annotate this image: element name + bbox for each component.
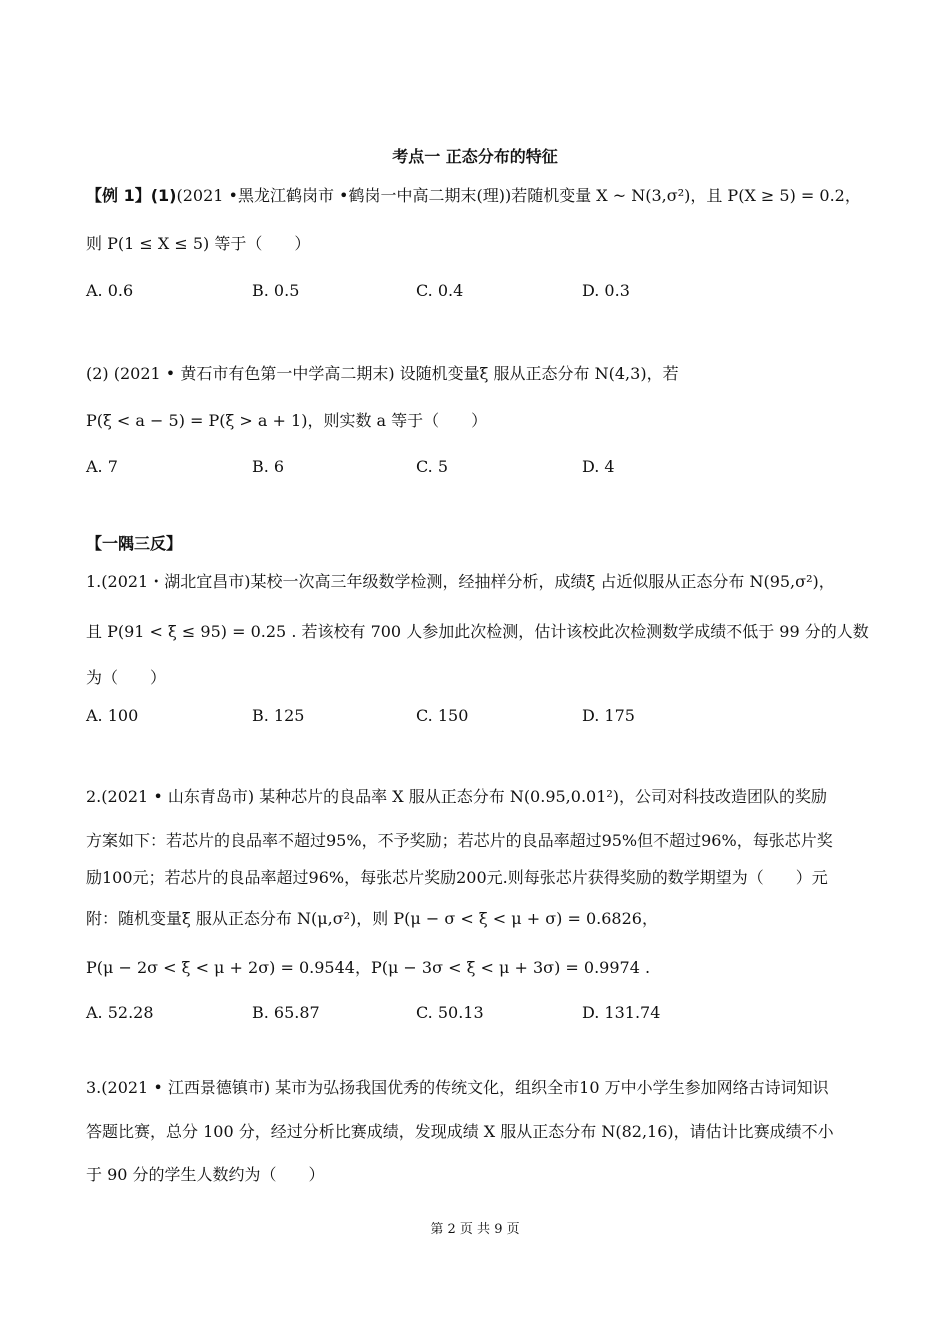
section-title: 考点一 正态分布的特征 (392, 147, 558, 166)
option-c: C. 0.4 (416, 281, 464, 300)
example1-line1 (86, 184, 870, 208)
problem3-line3: 于 90 分的学生人数约为（ ） (86, 1165, 325, 1184)
problem2-line4: 附：随机变量ξ 服从正态分布 N(μ,σ²)，则 P(μ − σ < ξ < μ + σ) = 0.6826， (86, 909, 658, 928)
option-b: B. 6 (252, 457, 285, 476)
option-a: A. 0.6 (86, 281, 134, 300)
practice-heading: 【一隅三反】 (86, 534, 183, 553)
option-d: D. 4 (582, 457, 615, 476)
problem2-line2: 方案如下：若芯片的良品率不超过95%，不予奖励；若芯片的良品率超过95%但不超过96%，每张芯片奖 (86, 831, 833, 850)
option-a: A. 52.28 (86, 1003, 154, 1022)
problem1-line3: 为（ ） (86, 668, 167, 687)
page-footer: 第 2 页 共 9 页 (430, 1222, 520, 1237)
problem1-line2: 且 P(91 < ξ ≤ 95) = 0.25 . 若该校有 700 人参加此次检测，估计该校此次检测数学成绩不低于 99 分的人数 (86, 622, 869, 641)
option-c: C. 5 (416, 457, 449, 476)
option-b: B. 65.87 (252, 1003, 320, 1022)
example1-label: 【例 1】(1) (86, 186, 177, 205)
problem2-line3: 励100元；若芯片的良品率超过96%，每张芯片奖励200元.则每张芯片获得奖励的数学期望为（ ）元 (86, 868, 828, 887)
problem3-line2: 答题比赛，总分 100 分，经过分析比赛成绩，发现成绩 X 服从正态分布 N(82,16)，请估计比赛成绩不小 (86, 1122, 834, 1141)
option-d: D. 175 (582, 706, 635, 725)
problem3-line1: 3.(2021 • 江西景德镇市) 某市为弘扬我国优秀的传统文化，组织全市10 万中小学生参加网络古诗词知识 (86, 1078, 829, 1097)
problem2-line1: 2.(2021 • 山东青岛市) 某种芯片的良品率 X 服从正态分布 N(0.95,0.01²)，公司对科技改造团队的奖励 (86, 787, 828, 806)
example1-q1-line2: 则 P(1 ≤ X ≤ 5) 等于（ ） (86, 234, 311, 253)
option-d: D. 0.3 (582, 281, 630, 300)
option-d: D. 131.74 (582, 1003, 661, 1022)
problem1-line1: 1.(2021・湖北宜昌市)某校一次高三年级数学检测，经抽样分析，成绩ξ 占近似服从正态分布 N(95,σ²)， (86, 572, 835, 591)
option-a: A. 100 (86, 706, 139, 725)
option-b: B. 0.5 (252, 281, 300, 300)
problem2-line5: P(μ − 2σ < ξ < μ + 2σ) = 0.9544，P(μ − 3σ < ξ < μ + 3σ) = 0.9974 . (86, 958, 651, 977)
example1-q2-line1: (2) (2021 • 黄石市有色第一中学高二期末) 设随机变量ξ 服从正态分布 N(4,3)，若 (86, 364, 679, 383)
option-a: A. 7 (86, 457, 118, 476)
option-b: B. 125 (252, 706, 305, 725)
example1-q1-text: (2021 •黑龙江鹤岗市 •鹤岗一中高二期末(理))若随机变量 X ~ N(3,σ²)，且 P(X ≥ 5) = 0.2， (176, 186, 861, 205)
example1-q2-line2: P(ξ < a − 5) = P(ξ > a + 1)，则实数 a 等于（ ） (86, 411, 488, 430)
option-c: C. 150 (416, 706, 469, 725)
option-c: C. 50.13 (416, 1003, 484, 1022)
